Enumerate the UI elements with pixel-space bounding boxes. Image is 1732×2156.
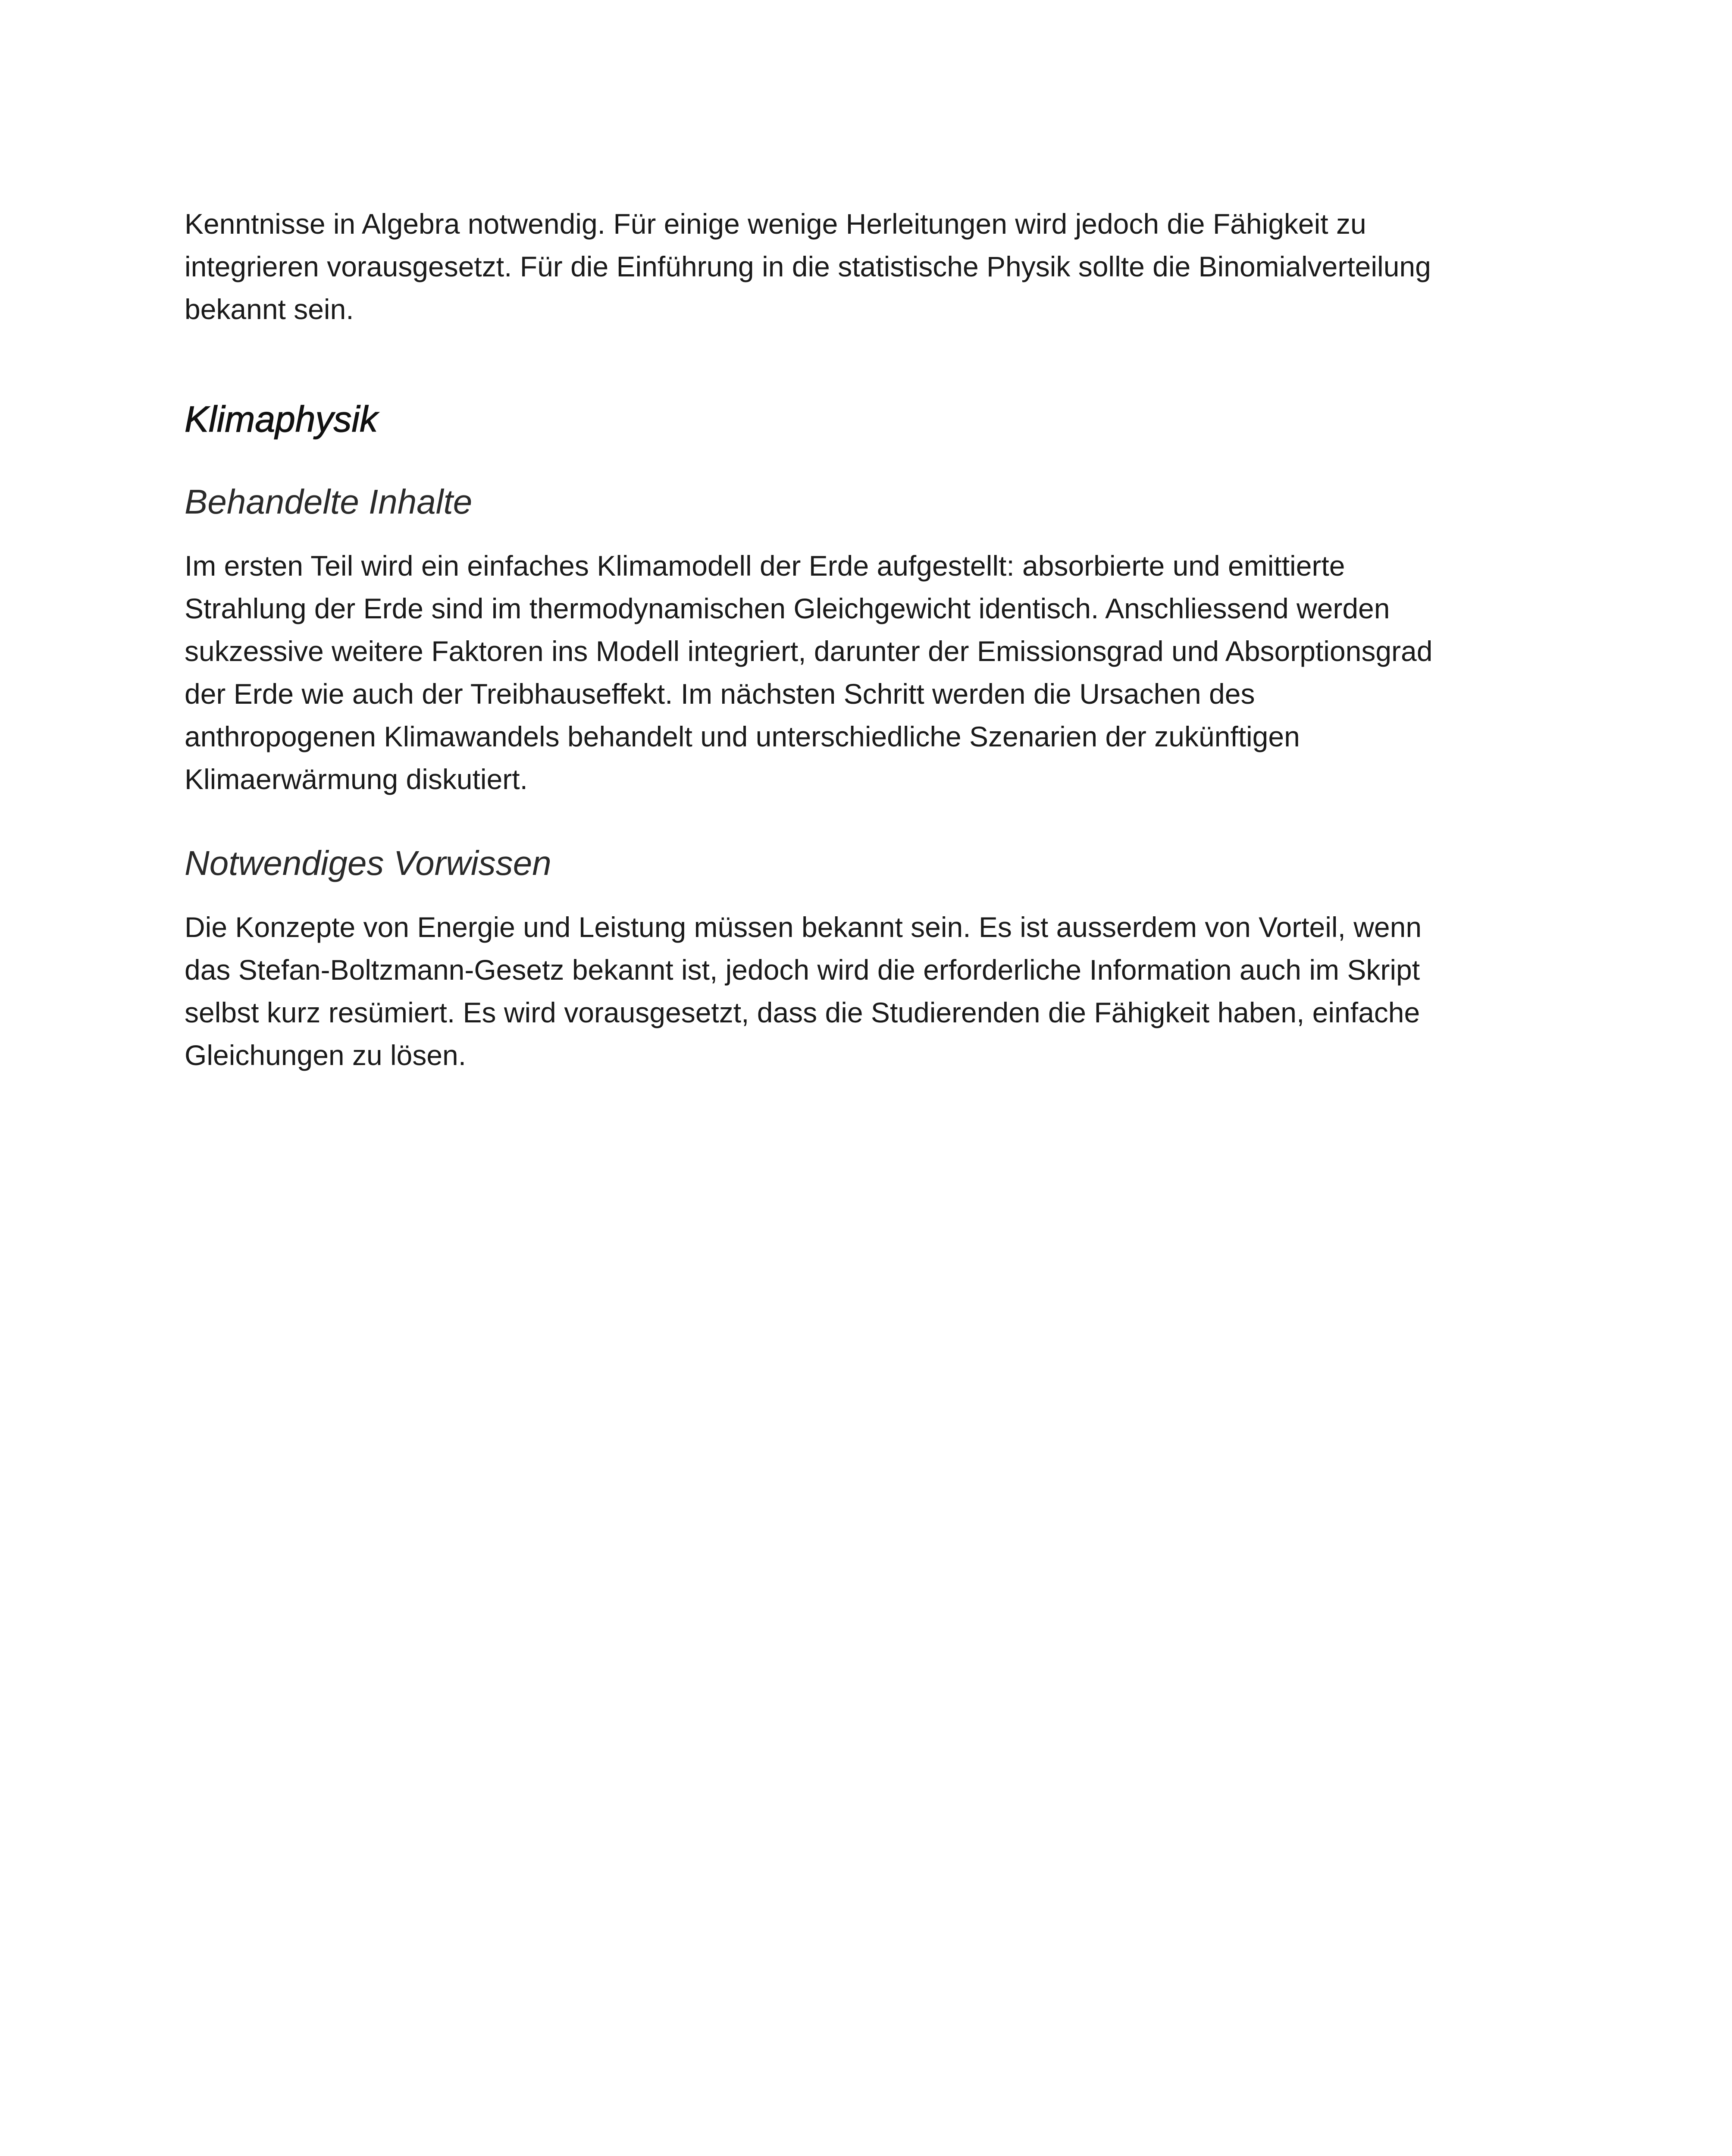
text-line: bekannt sein. xyxy=(185,293,354,325)
text-line: das Stefan-Boltzmann-Gesetz bekannt ist, jedoch wird die erforderliche Information auch im Skript xyxy=(185,954,1420,986)
text-line: selbst kurz resümiert. Es wird vorausgesetzt, dass die Studierenden die Fähigkeit haben, einfache xyxy=(185,997,1420,1028)
text-line: Klimaerwärmung diskutiert. xyxy=(185,763,528,795)
text-line: integrieren vorausgesetzt. Für die Einführung in die statistische Physik sollte die Binomialverteilung xyxy=(185,251,1431,282)
prerequisites-paragraph xyxy=(185,906,1538,1077)
text-line: anthropogenen Klimawandels behandelt und unterschiedliche Szenarien der zukünftigen xyxy=(185,721,1300,752)
text-line: Im ersten Teil wird ein einfaches Klimamodell der Erde aufgestellt: absorbierte und emittierte xyxy=(185,550,1345,582)
section-heading: Klimaphysik xyxy=(185,399,378,439)
text-line: der Erde wie auch der Treibhauseffekt. Im nächsten Schritt werden die Ursachen des xyxy=(185,678,1255,710)
text-line: Gleichungen zu lösen. xyxy=(185,1039,467,1071)
contents-paragraph xyxy=(185,545,1538,801)
subsection-heading-prerequisites: Notwendiges Vorwissen xyxy=(185,844,551,882)
text-line: Strahlung der Erde sind im thermodynamischen Gleichgewicht identisch. Anschliessend werden xyxy=(185,592,1390,624)
text-line: sukzessive weitere Faktoren ins Modell integriert, darunter der Emissionsgrad und Absorptionsgrad xyxy=(185,635,1433,667)
text-line: Die Konzepte von Energie und Leistung müssen bekannt sein. Es ist ausserdem von Vorteil, wenn xyxy=(185,911,1422,943)
subsection-heading-contents: Behandelte Inhalte xyxy=(185,483,473,521)
text-line: Kenntnisse in Algebra notwendig. Für einige wenige Herleitungen wird jedoch die Fähigkeit zu xyxy=(185,208,1366,240)
intro-paragraph xyxy=(185,203,1538,331)
page-content xyxy=(185,203,1538,1077)
